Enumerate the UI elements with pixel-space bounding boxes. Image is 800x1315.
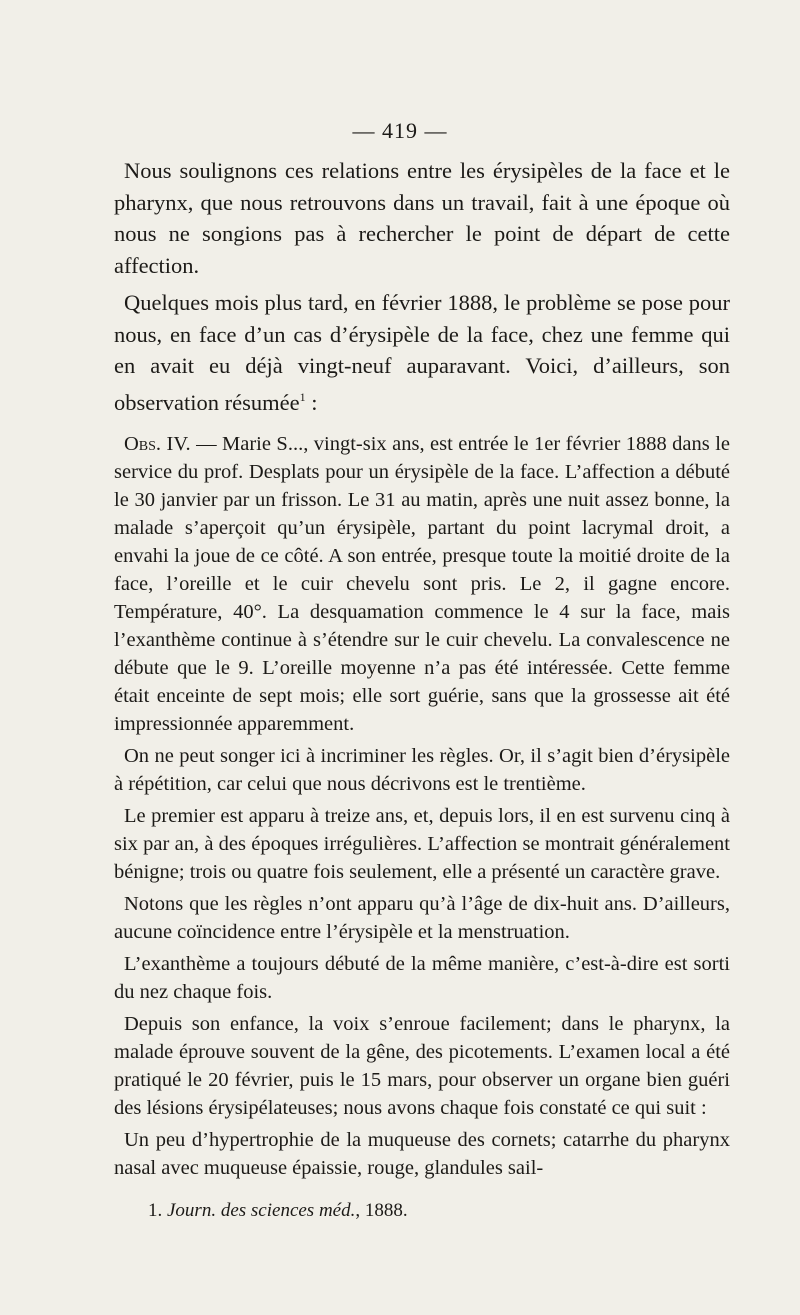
observation-paragraph: [114, 430, 730, 738]
observation-text: Marie S..., vingt-six ans, est entrée le 1er février 1888 dans le service du prof. Desplats pour un érysipèle de la face. L’affection a débuté le 30 janvier par un frisson. Le 31 au matin, après une nuit assez bonne, la malade s’aperçoit qu’un érysipèle, partant du point lacrymal droit, a envahi la joue de ce côté. A son entrée, presque toute la moitié droite de la face, l’oreille et le cuir chevelu sont pris. Le 2, il gagne encore. Température, 40°. La desquamation commence le 4 sur la face, mais l’exanthème continue à s’étendre sur le cuir chevelu. La convalescence ne débute que le 9. L’oreille moyenne n’a pas été intéressée. Cette femme était enceinte de sept mois; elle sort guérie, sans que la grossesse ait été impressionnée apparemment.: [114, 433, 731, 735]
footnote: [148, 1200, 728, 1222]
footnote-journal: Journ. des sciences méd.: [167, 1200, 356, 1221]
observation-dash: —: [190, 433, 223, 455]
footnote-marker: 1: [299, 389, 306, 404]
page-body: [114, 155, 730, 1188]
footnote-rest: , 1888.: [355, 1200, 408, 1221]
observation-heading: Obs. IV.: [124, 433, 191, 455]
paragraph-case-intro-text: Quelques mois plus tard, en février 1888, le problème se pose pour nous, en face d’un cas d’érysipèle de la face, chez une femme qui en avait eu déjà vingt-neuf auparavant. Voici, d’ailleurs, son observation résumée: [114, 290, 730, 415]
intro-colon: :: [305, 389, 318, 415]
observation-paragraph-rules: On ne peut songer ici à incriminer les règles. Or, il s’agit bien d’érysipèle à répétition, car celui que nous décrivons est le trentième.: [114, 745, 730, 795]
observation-block: [114, 430, 730, 1182]
observation-paragraph-nose: L’exanthème a toujours débuté de la même manière, c’est-à-dire est sorti du nez chaque fois.: [114, 953, 730, 1003]
paragraph-case-intro: [114, 287, 730, 418]
observation-paragraph-findings: Un peu d’hypertrophie de la muqueuse des cornets; catarrhe du pharynx nasal avec muqueuse épaissie, rouge, glandules sail-: [114, 1129, 730, 1179]
observation-paragraph-history: Le premier est apparu à treize ans, et, depuis lors, il en est survenu cinq à six par an, à des époques irrégulières. L’affection se montrait généralement bénigne; trois ou quatre fois seulement, elle a présenté un caractère grave.: [114, 805, 730, 883]
footnote-number: 1.: [148, 1200, 163, 1221]
observation-paragraph-menses: Notons que les règles n’ont apparu qu’à l’âge de dix-huit ans. D’ailleurs, aucune coïncidence entre l’érysipèle et la menstruation.: [114, 893, 730, 943]
observation-paragraph-exam: Depuis son enfance, la voix s’enroue facilement; dans le pharynx, la malade éprouve souvent de la gêne, des picotements. L’examen local a été pratiqué le 20 février, puis le 15 mars, pour observer un organe bien guéri des lésions érysipélateuses; nous avons chaque fois constaté ce qui suit :: [114, 1013, 730, 1119]
page-number: — 419 —: [352, 118, 448, 143]
paragraph-relations: Nous soulignons ces relations entre les érysipèles de la face et le pharynx, que nous retrouvons dans un travail, fait à une époque où nous ne songions pas à rechercher le point de départ de cette affection.: [114, 158, 730, 278]
